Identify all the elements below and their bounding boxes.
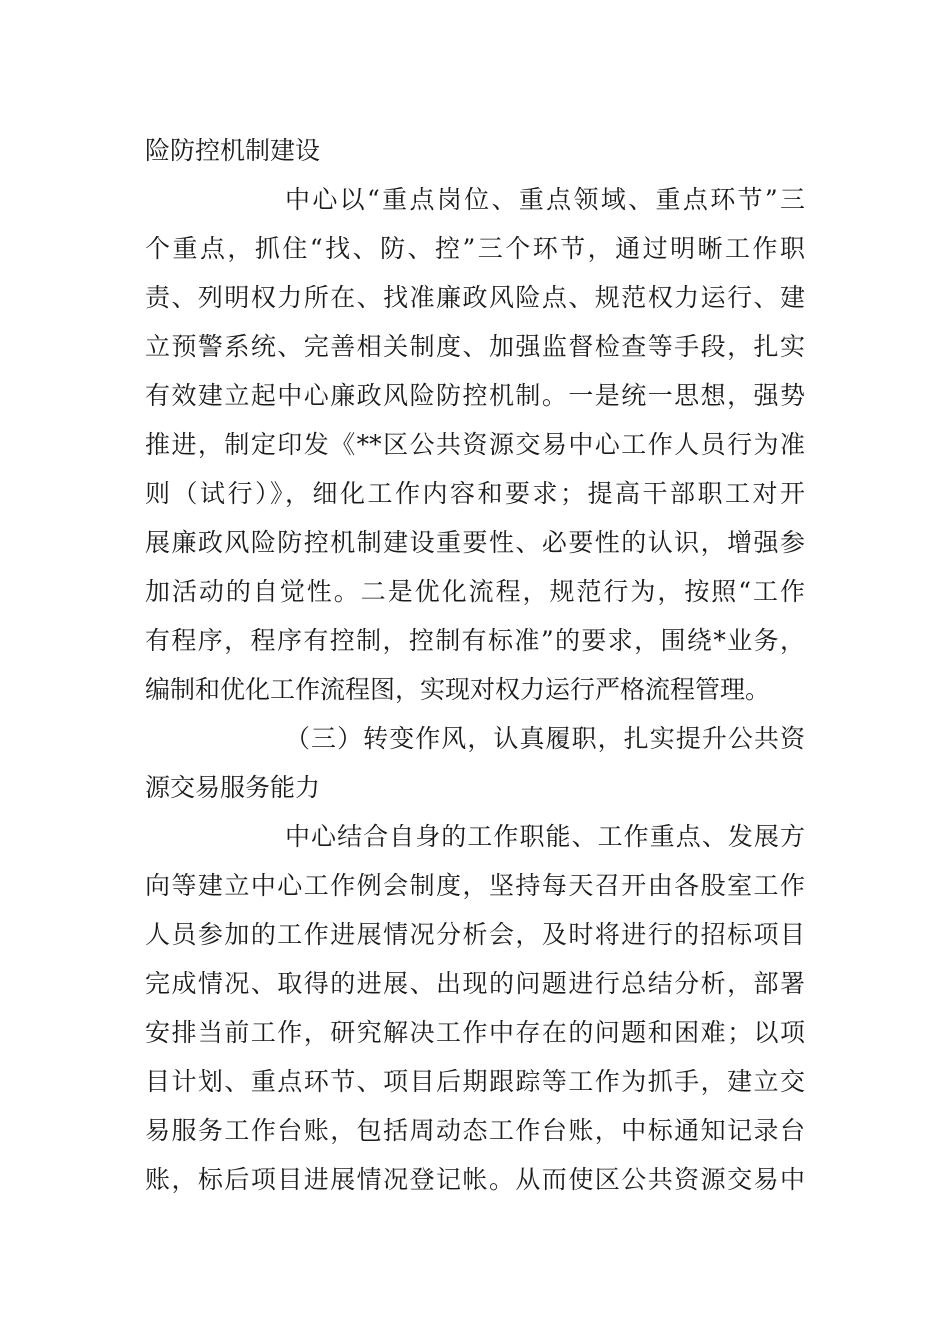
text-line: 易服务工作台账，包括周动态工作台账，中标通知记录台 [145,1116,805,1145]
text-line: 个重点，抓住“找、防、控”三个环节，通过明晰工作职 [145,234,805,263]
text-line: 展廉政风险防控机制建设重要性、必要性的认识，增强参 [145,528,805,557]
section-heading: 源交易服务能力 [145,773,321,802]
text-line: 人员参加的工作进展情况分析会，及时将进行的招标项目 [145,920,805,949]
text-line: 立预警系统、完善相关制度、加强监督检查等手段，扎实 [145,332,805,361]
text-line: 目计划、重点环节、项目后期跟踪等工作为抓手，建立交 [145,1067,805,1096]
text-line: 则（试行）》，细化工作内容和要求；提高干部职工对开 [145,479,805,508]
text-line: 有程序，程序有控制，控制有标准”的要求，围绕*业务， [145,626,805,655]
text-line: 向等建立中心工作例会制度，坚持每天召开由各股室工作 [145,871,805,900]
text-line: 编制和优化工作流程图，实现对权力运行严格流程管理。 [145,675,771,704]
text-line: 安排当前工作，研究解决工作中存在的问题和困难；以项 [145,1018,805,1047]
section-heading: （三）转变作风，认真履职，扎实提升公共资 [285,724,805,753]
text-line: 推进，制定印发《**区公共资源交易中心工作人员行为准 [145,430,805,459]
text-line: 加活动的自觉性。二是优化流程，规范行为，按照“工作 [145,577,805,606]
text-line: 账，标后项目进展情况登记帐。从而使区公共资源交易中 [145,1165,805,1194]
text-line: 险防控机制建设 [145,136,321,165]
text-line: 完成情况、取得的进展、出现的问题进行总结分析，部署 [145,969,805,998]
text-line: 中心以“重点岗位、重点领域、重点环节”三 [285,185,805,214]
text-line: 中心结合自身的工作职能、工作重点、发展方 [285,822,805,851]
text-line: 有效建立起中心廉政风险防控机制。一是统一思想，强势 [145,381,805,410]
text-line: 责、列明权力所在、找准廉政风险点、规范权力运行、建 [145,283,805,312]
